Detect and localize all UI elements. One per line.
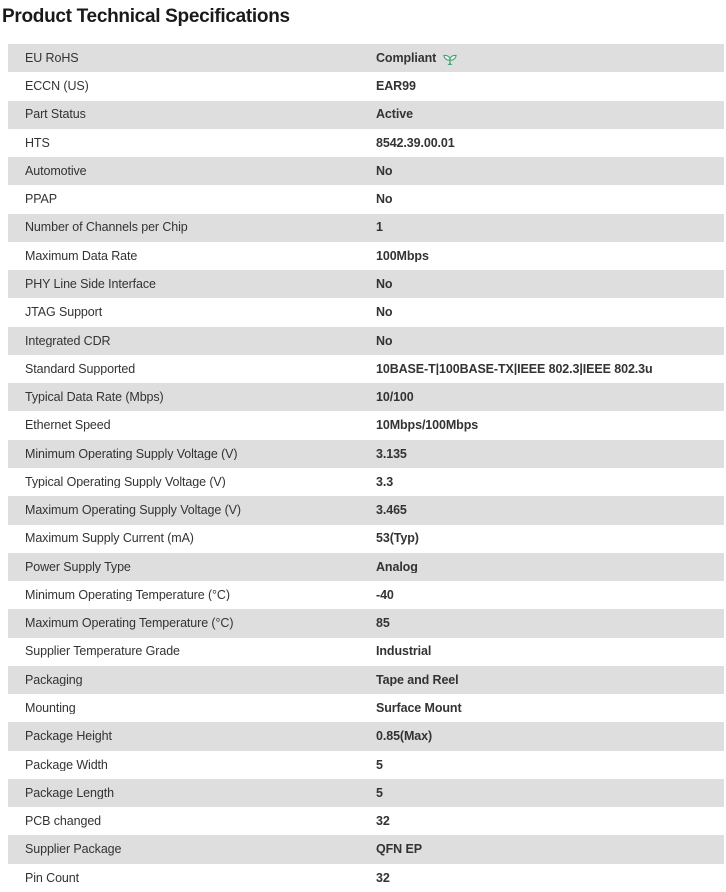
table-row	[8, 722, 724, 750]
spec-value	[376, 52, 724, 65]
spec-value-text: Surface Mount	[376, 701, 462, 715]
spec-value	[376, 335, 724, 348]
spec-value	[376, 843, 724, 856]
spec-value-text: EAR99	[376, 80, 416, 93]
spec-label: Packaging	[25, 673, 83, 687]
spec-label: HTS	[25, 136, 50, 150]
table-row	[8, 581, 724, 609]
spec-label: Integrated CDR	[25, 334, 111, 348]
table-row	[8, 864, 724, 892]
table-row	[8, 298, 724, 326]
spec-value-text: 53(Typ)	[376, 532, 419, 545]
table-row	[8, 355, 724, 383]
spec-value	[376, 306, 724, 319]
spec-value	[376, 278, 724, 291]
spec-value-text: No	[376, 193, 393, 206]
spec-label: Part Status	[25, 108, 86, 121]
table-row	[8, 440, 724, 468]
table-row	[8, 44, 724, 72]
spec-value-text: 85	[376, 617, 390, 630]
spec-value-text: 5	[376, 758, 383, 772]
table-row	[8, 468, 724, 496]
spec-value-text: 3.3	[376, 475, 394, 489]
table-row	[8, 807, 724, 835]
spec-label: Package Length	[25, 786, 114, 800]
table-row	[8, 214, 724, 242]
table-row	[8, 609, 724, 637]
table-row	[8, 525, 724, 553]
spec-value	[376, 221, 724, 234]
spec-label: Typical Data Rate (Mbps)	[25, 391, 164, 404]
spec-value	[376, 391, 724, 404]
spec-value-text: 10/100	[376, 391, 414, 404]
spec-value-text: 32	[376, 815, 390, 828]
spec-value-text: QFN EP	[376, 843, 422, 856]
spec-value-text: 5	[376, 786, 383, 800]
leaf-icon	[443, 53, 457, 65]
table-row	[8, 101, 724, 129]
spec-value	[376, 137, 724, 150]
spec-value	[376, 448, 724, 461]
spec-label: Minimum Operating Temperature (°C)	[25, 588, 230, 602]
spec-label: Package Width	[25, 758, 108, 772]
spec-value	[376, 787, 724, 800]
spec-value-text: 3.135	[376, 447, 407, 461]
spec-label: Typical Operating Supply Voltage (V)	[25, 475, 226, 489]
spec-value	[376, 108, 724, 121]
spec-value-text: -40	[376, 588, 394, 602]
spec-value-text: Industrial	[376, 645, 432, 658]
spec-value-text: Compliant	[376, 51, 437, 65]
spec-value-text: No	[376, 164, 393, 178]
spec-value-text: No	[376, 334, 393, 348]
spec-label: Maximum Data Rate	[25, 249, 138, 263]
table-row	[8, 751, 724, 779]
spec-value-text: 10BASE-T|100BASE-TX|IEEE 802.3|IEEE 802.3u	[376, 362, 653, 376]
spec-value-text: 10Mbps/100Mbps	[376, 419, 479, 432]
spec-label: PHY Line Side Interface	[25, 278, 156, 291]
spec-value-text: No	[376, 278, 393, 291]
spec-value-text: Tape and Reel	[376, 673, 459, 687]
spec-value	[376, 702, 724, 715]
spec-label: Standard Supported	[25, 362, 136, 376]
spec-label: Supplier Package	[25, 843, 122, 856]
spec-value	[376, 165, 724, 178]
spec-label: Maximum Supply Current (mA)	[25, 532, 194, 545]
spec-value-text: 32	[376, 871, 390, 885]
spec-label: Package Height	[25, 730, 112, 743]
spec-value	[376, 645, 724, 658]
spec-value	[376, 504, 724, 517]
table-row	[8, 835, 724, 863]
spec-value	[376, 815, 724, 828]
spec-label: Maximum Operating Temperature (°C)	[25, 617, 234, 630]
spec-value	[376, 872, 724, 885]
table-row	[8, 270, 724, 298]
spec-label: Pin Count	[25, 871, 79, 885]
spec-value-text: No	[376, 306, 393, 319]
spec-label: JTAG Support	[25, 306, 103, 319]
spec-value	[376, 532, 724, 545]
table-row	[8, 129, 724, 157]
table-row	[8, 638, 724, 666]
spec-value-text: 8542.39.00.01	[376, 136, 455, 150]
spec-value	[376, 730, 724, 743]
spec-value-text: 1	[376, 221, 383, 234]
spec-value	[376, 363, 724, 376]
spec-label: EU RoHS	[25, 51, 79, 65]
spec-value	[376, 250, 724, 263]
table-row	[8, 185, 724, 213]
table-row	[8, 496, 724, 524]
spec-label: PPAP	[25, 193, 58, 206]
table-row	[8, 157, 724, 185]
spec-label: Number of Channels per Chip	[25, 221, 188, 234]
spec-value	[376, 476, 724, 489]
table-row	[8, 327, 724, 355]
spec-value	[376, 561, 724, 574]
spec-value-text: Active	[376, 108, 413, 121]
table-row	[8, 779, 724, 807]
spec-value-text: Analog	[376, 560, 418, 574]
spec-value	[376, 617, 724, 630]
table-row	[8, 72, 724, 100]
table-row	[8, 383, 724, 411]
spec-value-text: 3.465	[376, 504, 407, 517]
spec-value	[376, 193, 724, 206]
spec-value	[376, 674, 724, 687]
page-title: Product Technical Specifications	[2, 6, 290, 27]
spec-label: Automotive	[25, 164, 87, 178]
spec-value-text: 0.85(Max)	[376, 730, 433, 743]
spec-value	[376, 589, 724, 602]
spec-label: Ethernet Speed	[25, 419, 111, 432]
spec-value-text: 100Mbps	[376, 249, 429, 263]
table-row	[8, 666, 724, 694]
spec-value	[376, 80, 724, 93]
table-row	[8, 411, 724, 439]
spec-label: Power Supply Type	[25, 560, 131, 574]
spec-label: ECCN (US)	[25, 80, 89, 93]
spec-value	[376, 419, 724, 432]
spec-label: PCB changed	[25, 815, 102, 828]
table-row	[8, 694, 724, 722]
table-row	[8, 553, 724, 581]
table-row	[8, 242, 724, 270]
spec-label: Minimum Operating Supply Voltage (V)	[25, 447, 238, 461]
spec-label: Maximum Operating Supply Voltage (V)	[25, 504, 241, 517]
spec-value	[376, 759, 724, 772]
spec-label: Mounting	[25, 701, 76, 715]
spec-label: Supplier Temperature Grade	[25, 645, 180, 658]
spec-table	[8, 44, 724, 892]
